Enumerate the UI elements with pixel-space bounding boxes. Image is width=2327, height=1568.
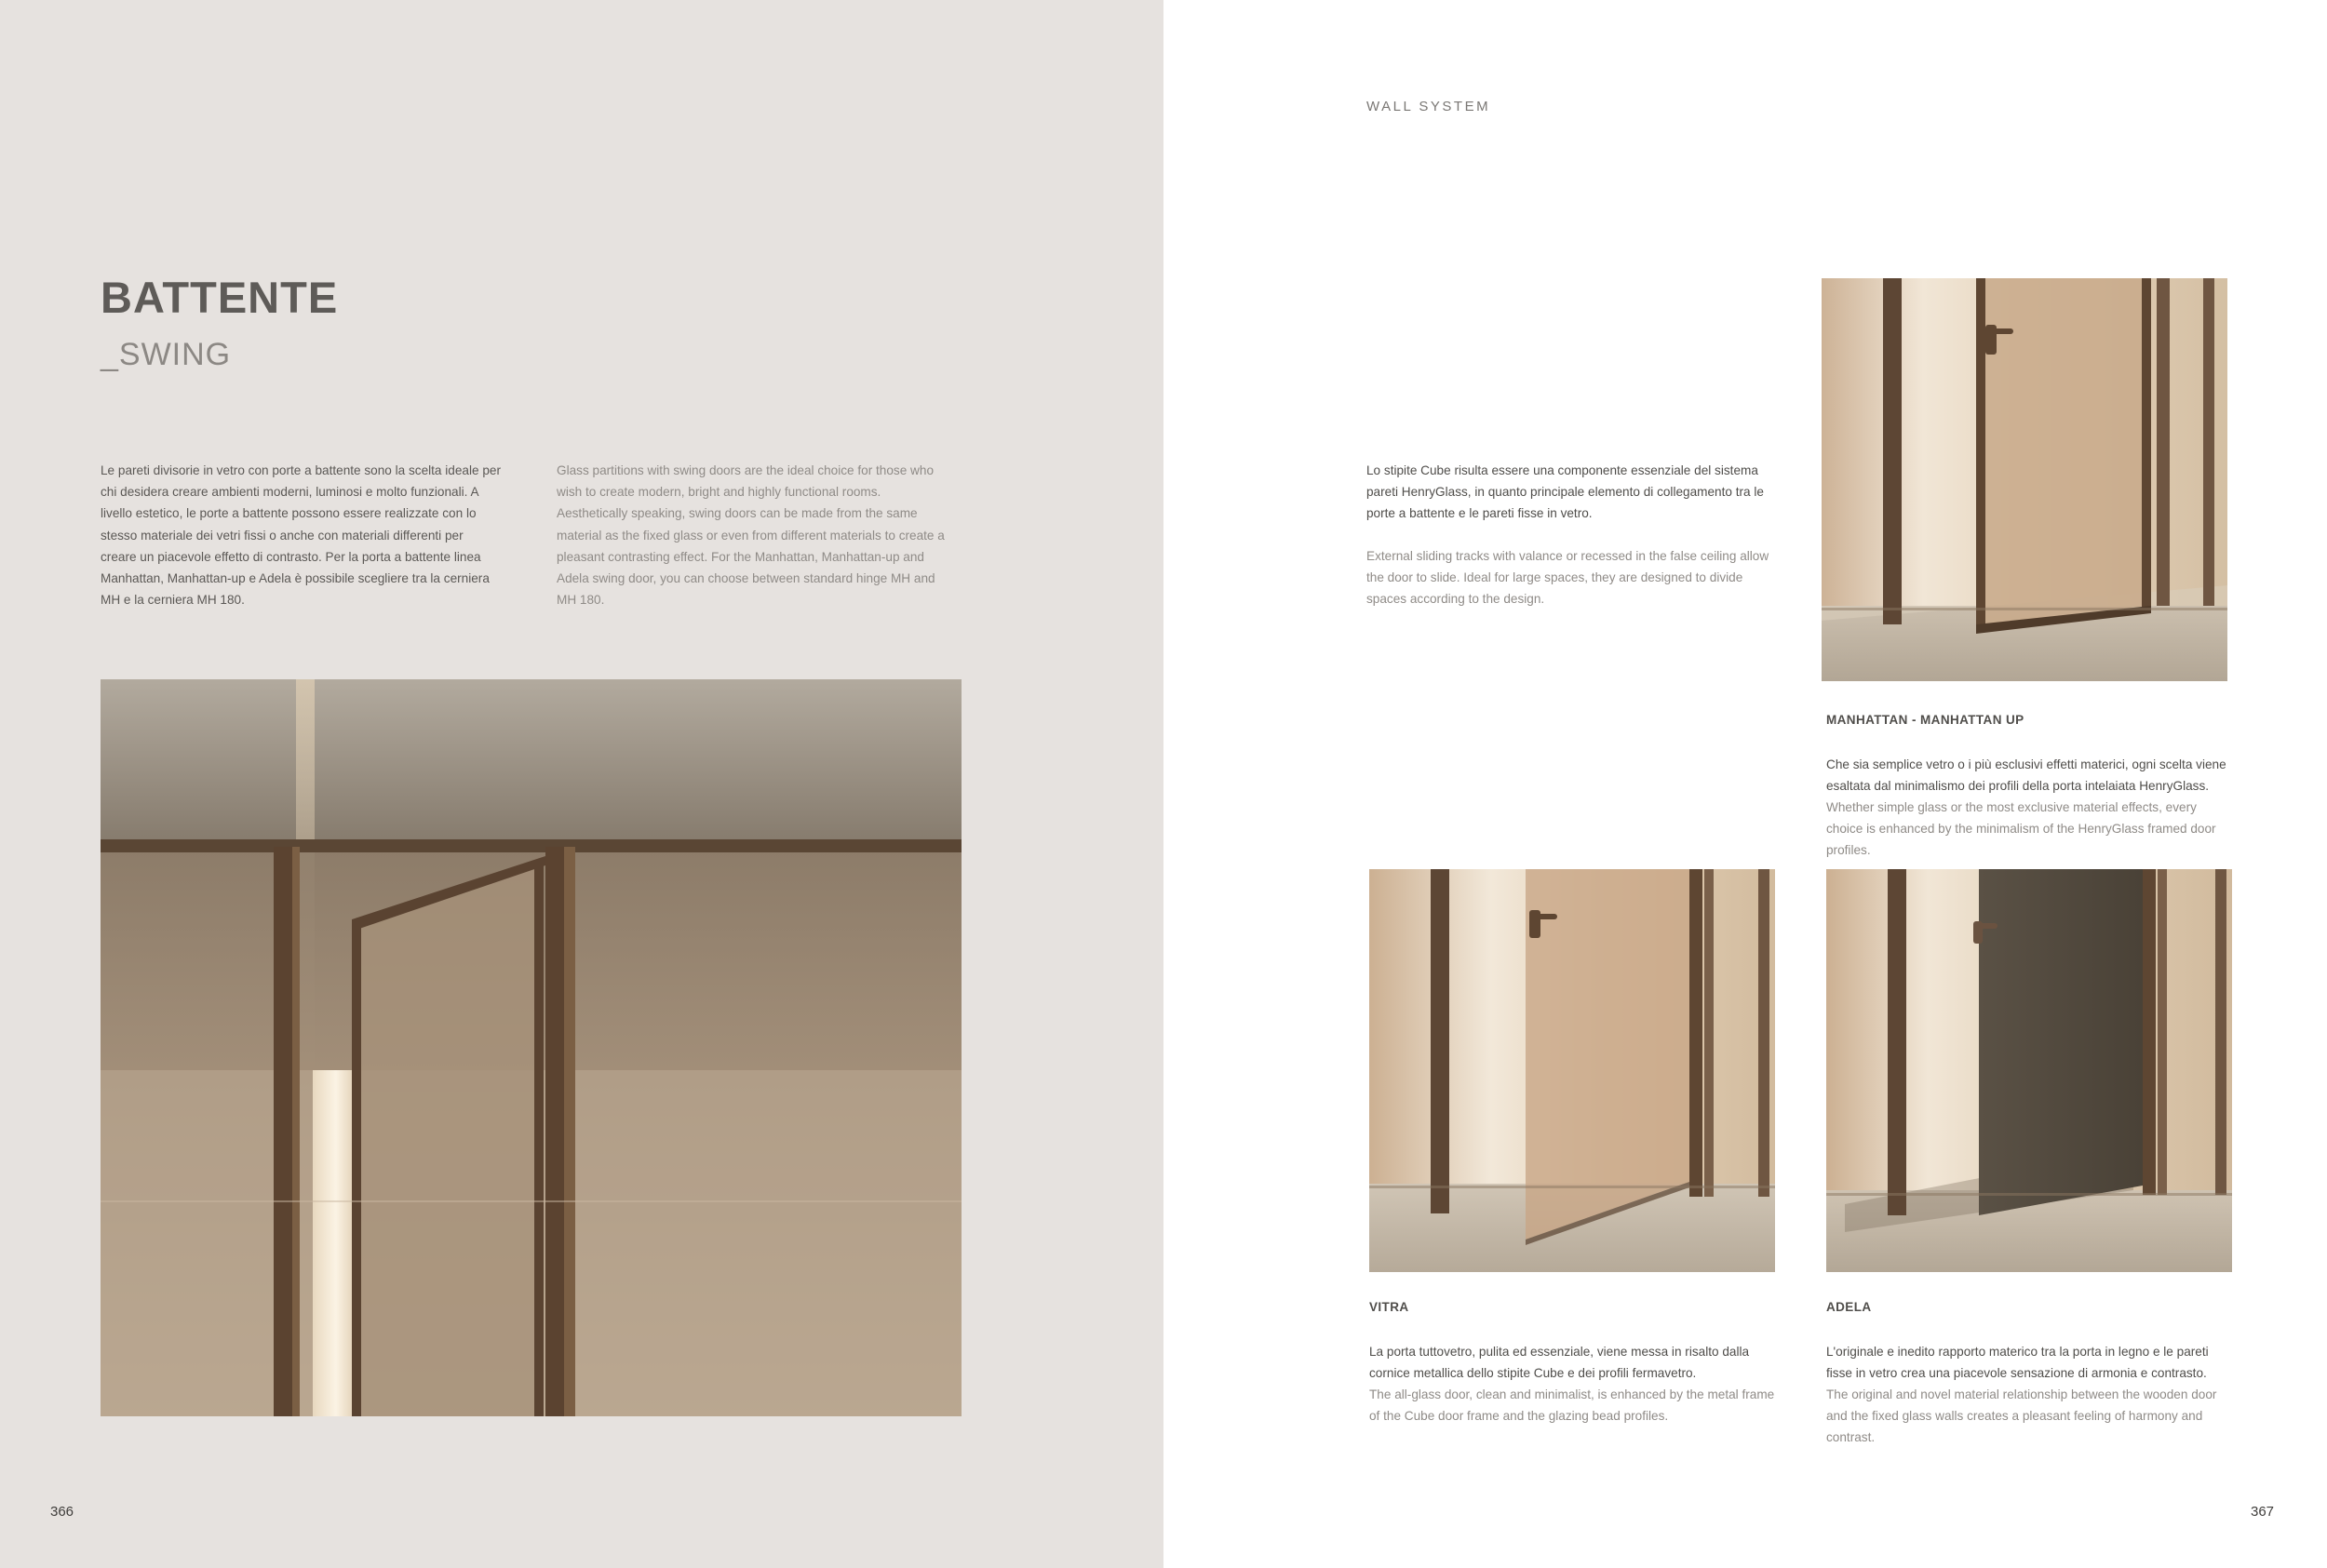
right-intro-text-italian: Lo stipite Cube risulta essere una componente essenziale del sistema pareti HenryGlass, in quanto principale elemento di collegamento tra le porte a battente e le pareti fisse in vetro. [1366, 463, 1764, 521]
adela-door-photo [1826, 869, 2232, 1272]
product-text-italian-vitra: La porta tuttovetro, pulita ed essenziale, viene messa in risalto dalla cornice metallica dello stipite Cube e dei profili fermavetro. [1369, 1345, 1750, 1381]
manhattan-door-photo [1822, 278, 2227, 681]
product-text-english-adela: The original and novel material relationship between the wooden door and the fixed glass walls creates a pleasant feeling of harmony and contrast. [1826, 1387, 2217, 1445]
section-label: WALL SYSTEM [1366, 99, 1491, 114]
product-text-english-vitra: The all-glass door, clean and minimalist, is enhanced by the metal frame of the Cube door frame and the glazing bead profiles. [1369, 1387, 1775, 1424]
product-text-english-manhattan: Whether simple glass or the most exclusive material effects, every choice is enhanced by the minimalism of the HenryGlass framed door profiles. [1826, 800, 2216, 858]
right-intro-text-english: External sliding tracks with valance or recessed in the false ceiling allow the door to slide. Ideal for large spaces, they are designed to divide spaces according to the design. [1366, 549, 1769, 607]
product-title-manhattan: MANHATTAN - MANHATTAN UP [1826, 713, 2024, 727]
vitra-door-photo [1369, 869, 1775, 1272]
page-number-left: 366 [50, 1504, 74, 1520]
product-title-vitra: VITRA [1369, 1300, 1409, 1314]
intro-text-italian: Le pareti divisorie in vetro con porte a battente sono la scelta ideale per chi desidera creare ambienti moderni, luminosi e molto funzionali. A livello estetico, le porte a battente possono essere realizzate con lo stesso materiale dei vetri fissi o anche con materiali differenti per creare un piacevole effetto di contrasto. Per la porta a battente linea Manhattan, Manhattan-up e Adela è possibile scegliere tra la cerniera MH e la cerniera MH 180. [101, 463, 501, 608]
product-title-adela: ADELA [1826, 1300, 1872, 1314]
product-text-italian-manhattan: Che sia semplice vetro o i più esclusivi effetti materici, ogni scelta viene esaltata dal minimalismo dei profili della porta intelaiata HenryGlass. [1826, 757, 2226, 794]
product-text-italian-adela: L'originale e inedito rapporto materico tra la porta in legno e le pareti fisse in vetro crea una piacevole sensazione di armonia e contrasto. [1826, 1345, 2209, 1381]
page-title: BATTENTE [101, 273, 339, 322]
hero-photo-swing-door [101, 679, 962, 1416]
page-subtitle: _SWING [101, 337, 232, 372]
intro-text-english: Glass partitions with swing doors are the ideal choice for those who wish to create modern, bright and highly functional rooms. Aesthetically speaking, swing doors can be made from the same material as the fixed glass or even from different materials to create a pleasant contrasting effect. For the Manhattan, Manhattan-up and Adela swing door, you can choose between standard hinge MH and MH 180. [557, 463, 945, 608]
page-number-right: 367 [2251, 1504, 2275, 1520]
